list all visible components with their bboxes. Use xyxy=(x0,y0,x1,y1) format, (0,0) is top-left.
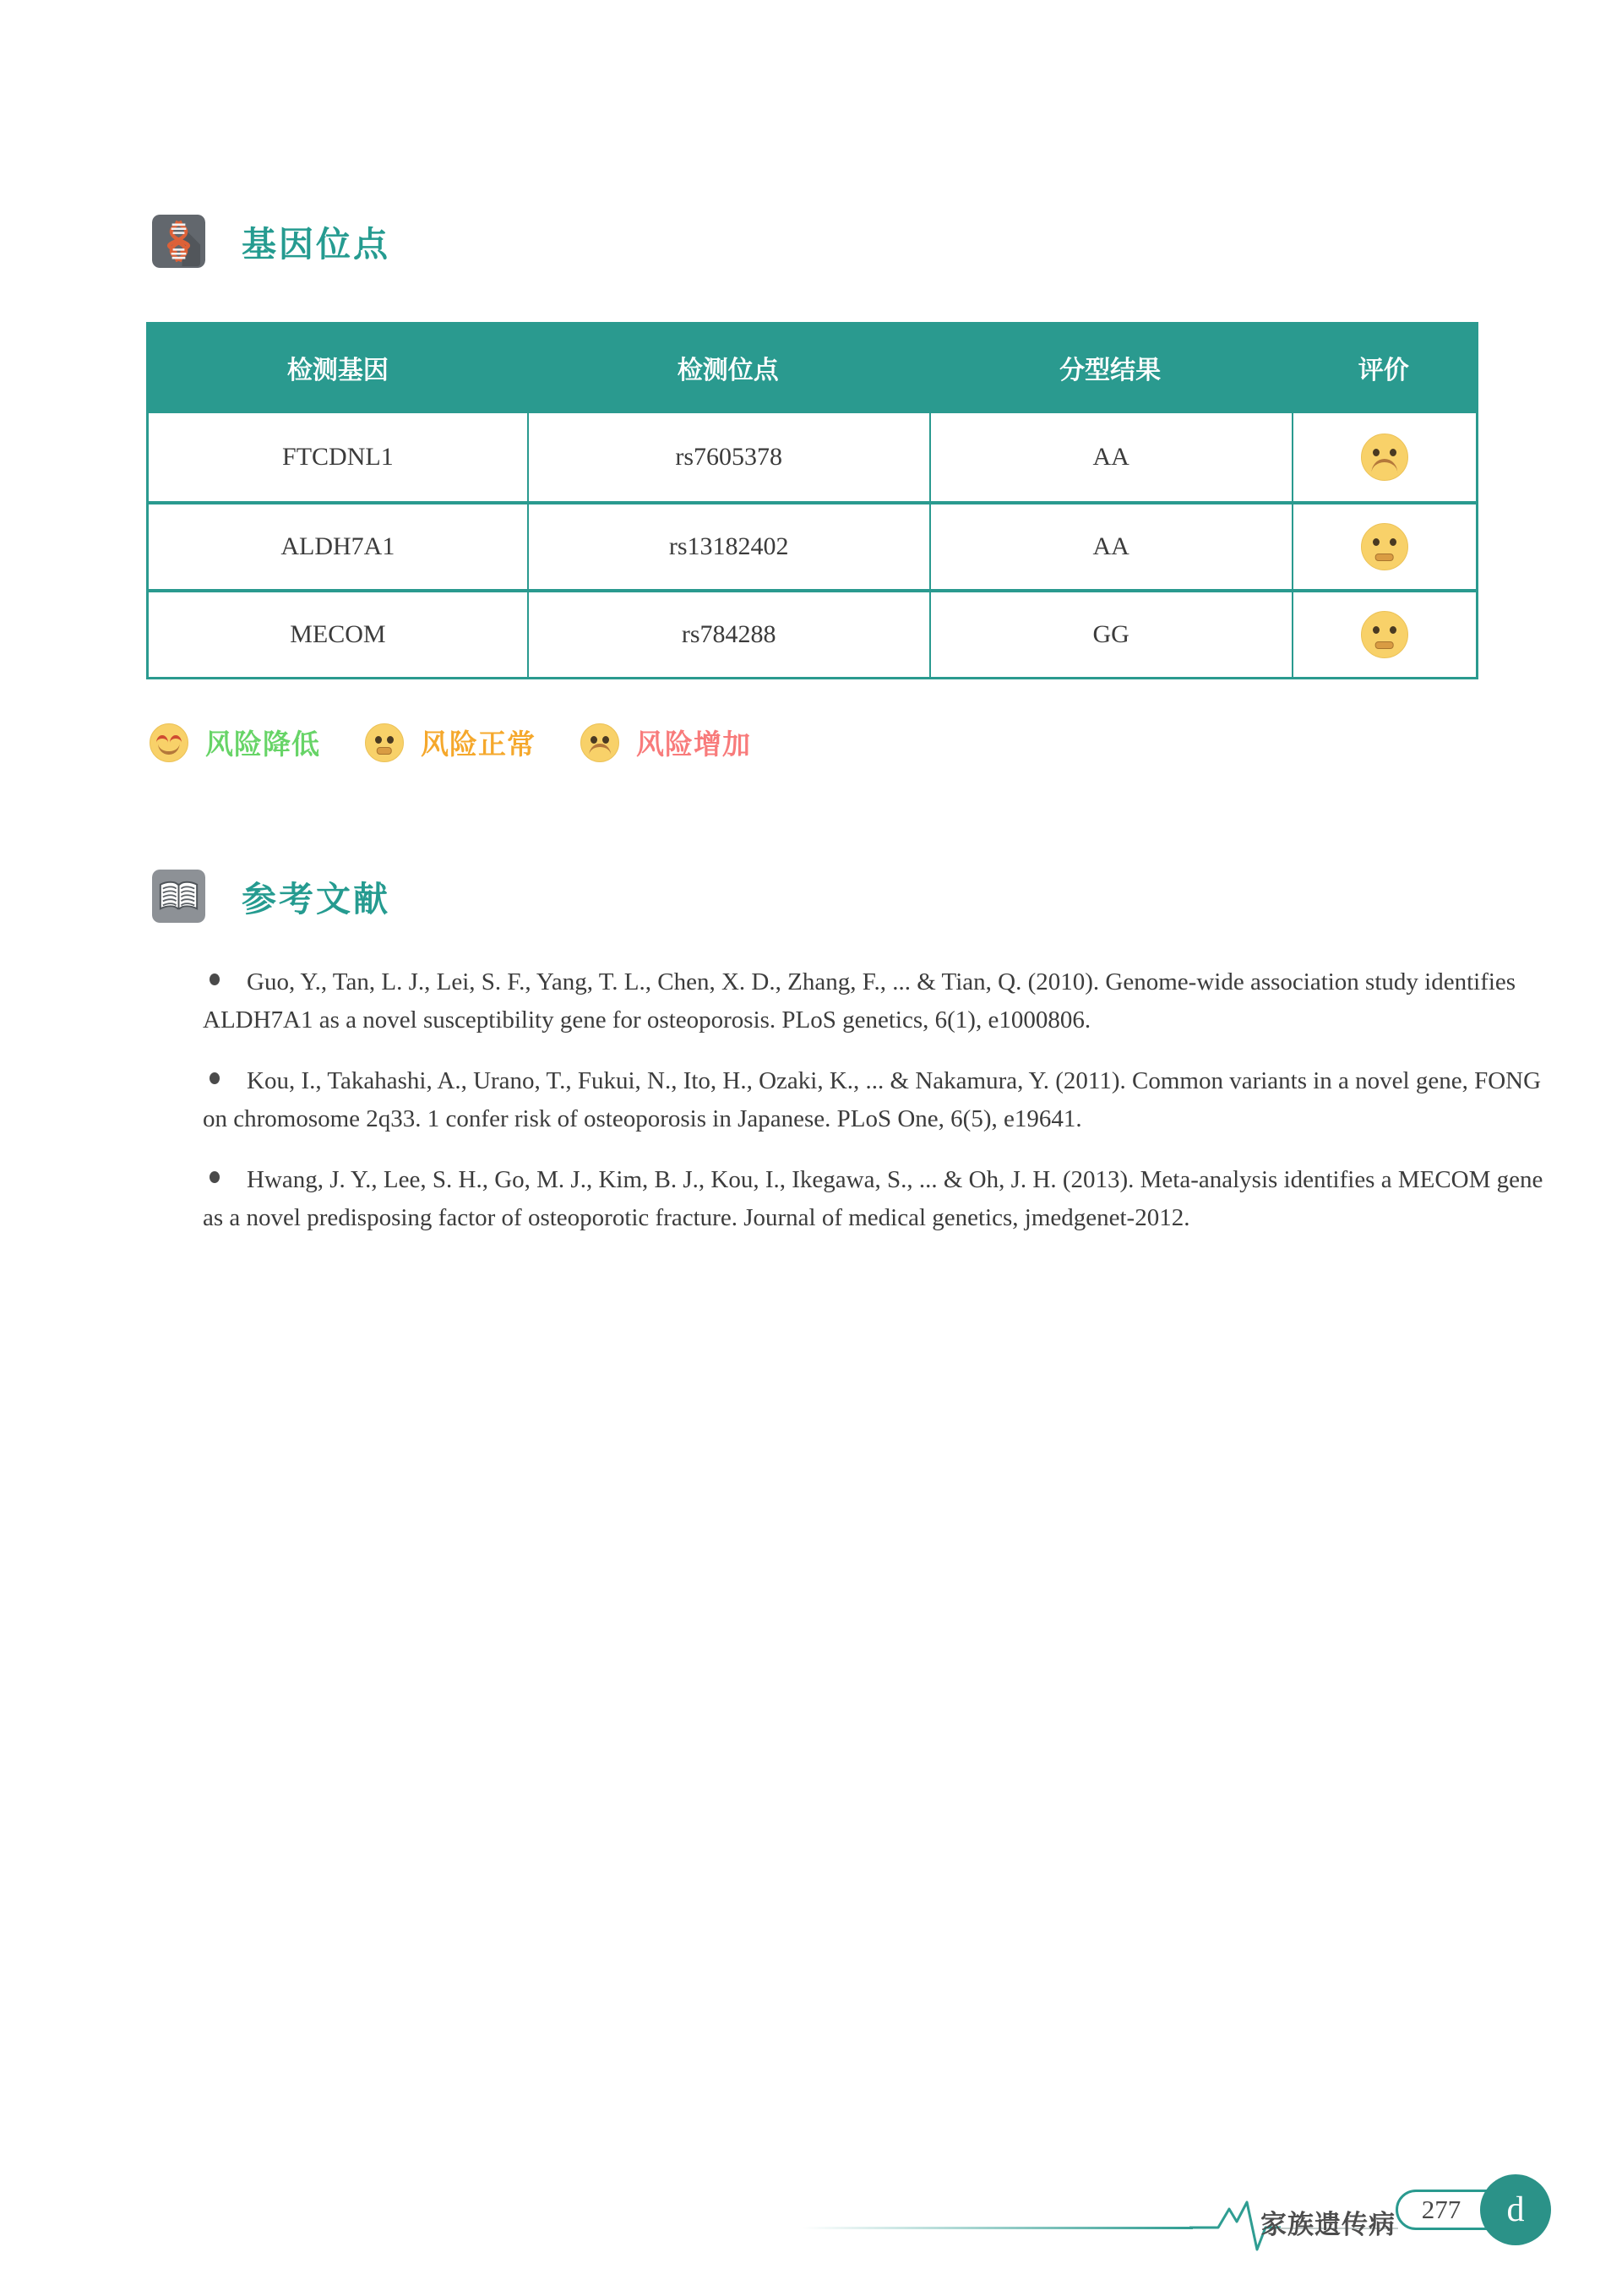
table-row xyxy=(149,589,1476,677)
reference-text: Kou, I., Takahashi, A., Urano, T., Fukui, N., Ito, H., Ozaki, K., ... & Nakamura, Y. (2011). Common variants in a novel gene, FONG on chromosome 2q33. 1 confer risk of osteoporosis in Japanese. PLoS One, 6(5), e19641. xyxy=(203,1067,1542,1132)
reference-text: Hwang, J. Y., Lee, S. H., Go, M. J., Kim, B. J., Kou, I., Ikegawa, S., ... & Oh, J. H. (2013). Meta-analysis identifies a MECOM gene as a novel predisposing factor of osteoporotic fracture. Journal of medical genetics, jmedgenet-2012. xyxy=(203,1166,1543,1231)
references-list xyxy=(203,963,1568,1260)
col-header-gene: 检测基因 xyxy=(286,357,389,384)
eval-cell xyxy=(1292,504,1476,589)
eval-cell xyxy=(1292,413,1476,501)
sad-face-icon xyxy=(580,723,619,762)
neutral-face-icon xyxy=(365,723,404,762)
neutral-face-icon xyxy=(1361,523,1408,570)
book-icon xyxy=(152,870,205,923)
genotype-cell: GG xyxy=(929,592,1292,677)
genotype-cell: AA xyxy=(929,413,1292,501)
happy-face-icon xyxy=(150,723,188,762)
footer-badge xyxy=(1480,2174,1551,2245)
bullet-icon xyxy=(210,1171,220,1183)
legend-item-risk-normal xyxy=(365,723,536,762)
gene-table xyxy=(146,322,1478,679)
footer-line xyxy=(803,2227,1193,2229)
gene-cell: FTCDNL1 xyxy=(282,443,394,471)
eval-cell xyxy=(1292,592,1476,677)
gene-section-title: 基因位点 xyxy=(242,225,390,264)
footer-badge-letter: d xyxy=(1506,2190,1525,2229)
locus-cell: rs7605378 xyxy=(527,413,929,501)
risk-legend xyxy=(150,723,751,762)
locus-cell: rs13182402 xyxy=(527,504,929,589)
footer-category-label: 家族遗传病 xyxy=(1260,2210,1396,2239)
sad-face-icon xyxy=(1361,434,1408,481)
page-number: 277 xyxy=(1421,2195,1461,2224)
reference-item xyxy=(203,1161,1568,1237)
legend-label: 风险正常 xyxy=(421,728,536,760)
reference-item xyxy=(203,1062,1568,1138)
dna-icon xyxy=(152,215,205,268)
legend-label: 风险增加 xyxy=(636,728,751,760)
legend-item-risk-lower xyxy=(150,723,320,762)
bullet-icon xyxy=(210,973,220,985)
gene-cell: ALDH7A1 xyxy=(280,532,395,560)
table-row xyxy=(149,501,1476,589)
col-header-locus: 检测位点 xyxy=(677,357,779,384)
genotype-cell: AA xyxy=(929,504,1292,589)
reference-text: Guo, Y., Tan, L. J., Lei, S. F., Yang, T. L., Chen, X. D., Zhang, F., ... & Tian, Q. (2010). Genome-wide association study identifies ALDH7A1 as a novel susceptibility gene for osteoporosis. PLoS genetics, 6(1), e1000806. xyxy=(203,968,1516,1033)
references-section-title: 参考文献 xyxy=(242,880,390,919)
col-header-eval: 评价 xyxy=(1358,357,1409,384)
reference-item xyxy=(203,963,1568,1039)
legend-item-risk-higher xyxy=(580,723,751,762)
table-row xyxy=(149,413,1476,501)
col-header-genotype: 分型结果 xyxy=(1059,357,1162,384)
gene-cell: MECOM xyxy=(290,620,386,648)
legend-label: 风险降低 xyxy=(205,728,320,760)
gene-section-header xyxy=(152,215,390,268)
bullet-icon xyxy=(210,1072,220,1084)
gene-table-header-row xyxy=(149,322,1476,413)
neutral-face-icon xyxy=(1361,611,1408,658)
locus-cell: rs784288 xyxy=(527,592,929,677)
references-section-header xyxy=(152,870,390,923)
